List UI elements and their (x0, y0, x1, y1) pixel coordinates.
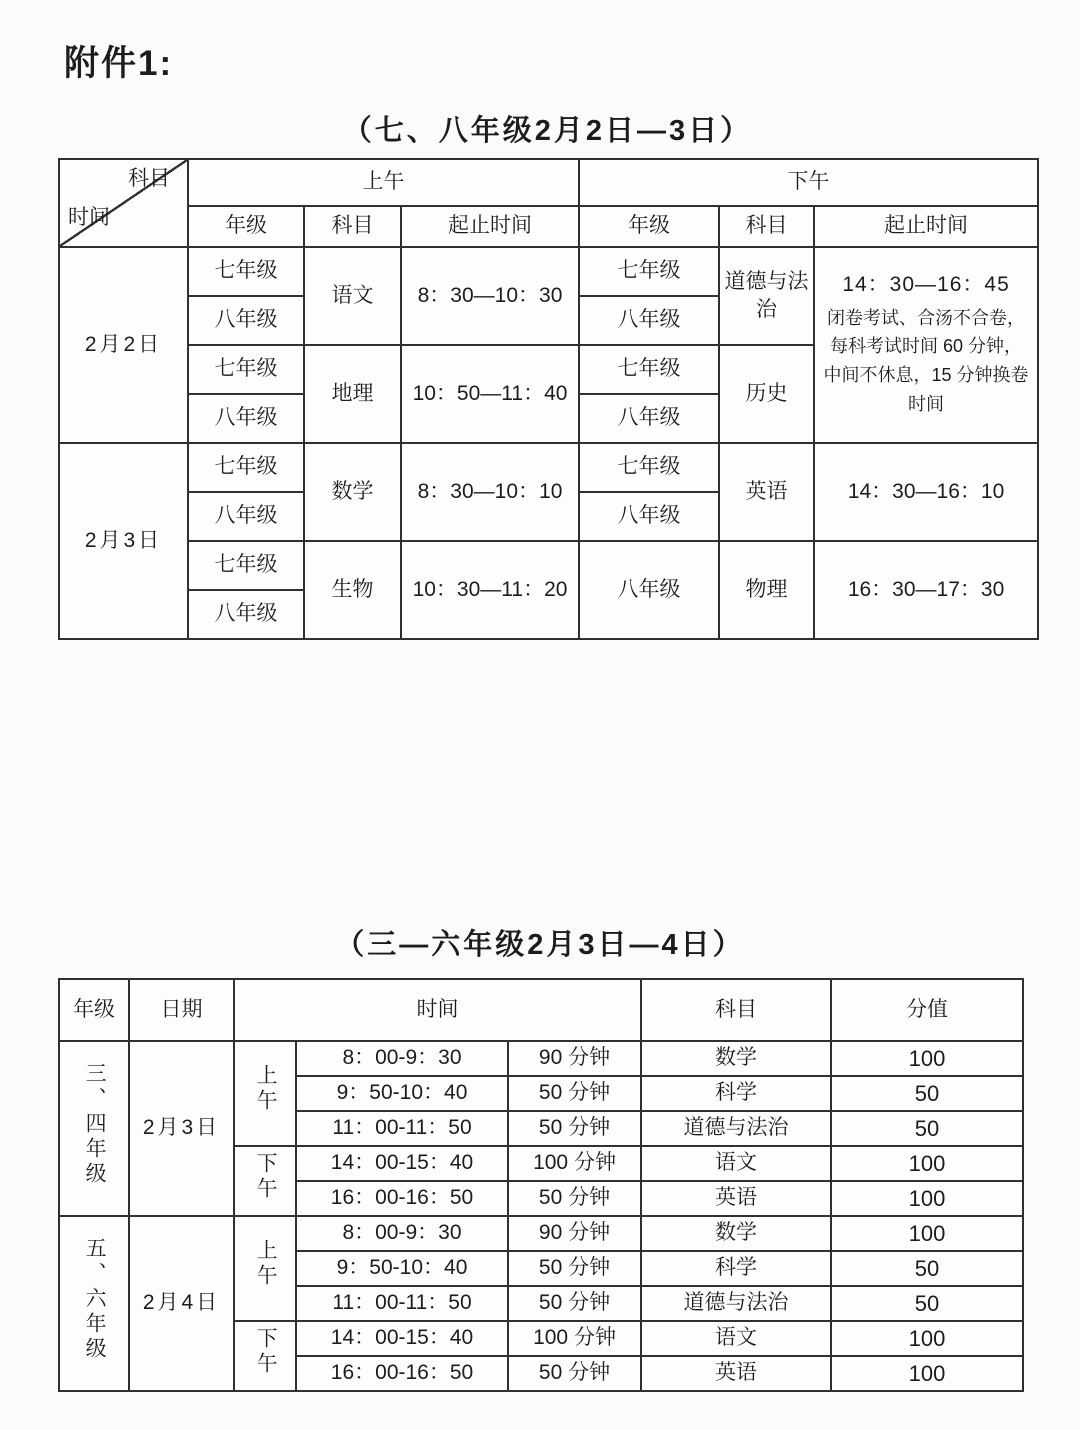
subject-cell: 语文 (641, 1146, 831, 1181)
grade-cell: 八年级 (579, 296, 719, 345)
grade-cell: 八年级 (188, 296, 304, 345)
corner-time-label: 时间 (68, 205, 110, 229)
duration-cell: 50 分钟 (508, 1181, 641, 1216)
date-feb3-cell: 2月3日 (59, 443, 188, 639)
time-cell: 14：00-15：40 (296, 1146, 508, 1181)
grade-5-6-label: 五、六年级 (83, 1236, 107, 1362)
time-chinese-cell: 8：30—10：30 (401, 247, 579, 345)
duration-cell: 90 分钟 (508, 1041, 641, 1076)
time-cell: 8：00-9：30 (296, 1041, 508, 1076)
duration-cell: 50 分钟 (508, 1286, 641, 1321)
grade-cell: 七年级 (579, 443, 719, 492)
grade-cell: 八年级 (188, 590, 304, 639)
score-cell: 100 (831, 1181, 1023, 1216)
grade-cell: 八年级 (579, 394, 719, 443)
subject-physics-cell: 物理 (719, 541, 814, 639)
time-physics-cell: 16：30—17：30 (814, 541, 1038, 639)
duration-cell: 50 分钟 (508, 1251, 641, 1286)
corner-subject-label: 科目 (128, 167, 170, 190)
subject-geography-cell: 地理 (304, 345, 401, 443)
subject-cell: 英语 (641, 1356, 831, 1391)
col-header-subject-am: 科目 (304, 206, 401, 247)
exam-table-grade3-6 (58, 978, 1024, 1392)
col-header-subject: 科目 (641, 979, 831, 1041)
col-header-timespan-pm: 起止时间 (814, 206, 1038, 247)
subject-cell: 科学 (641, 1251, 831, 1286)
grade-3-4-cell (59, 1041, 129, 1216)
subject-cell: 数学 (641, 1216, 831, 1251)
time-cell: 11：00-11：50 (296, 1111, 508, 1146)
subject-biology-cell: 生物 (304, 541, 401, 639)
grade-cell: 七年级 (188, 345, 304, 394)
duration-cell: 50 分钟 (508, 1111, 641, 1146)
afternoon-note-cell (814, 247, 1038, 443)
session-pm-label: 下午 (254, 1151, 278, 1202)
duration-cell: 90 分钟 (508, 1216, 641, 1251)
grade-cell: 七年级 (188, 443, 304, 492)
score-cell: 50 (831, 1286, 1023, 1321)
score-cell: 100 (831, 1321, 1023, 1356)
session-am-cell (234, 1041, 296, 1146)
subject-cell: 道德与法治 (641, 1286, 831, 1321)
date-feb4-cell: 2月4日 (129, 1216, 234, 1391)
score-cell: 100 (831, 1356, 1023, 1391)
subject-chinese-cell: 语文 (304, 247, 401, 345)
table2-title: （三—六年级2月3日—4日） (335, 929, 745, 961)
grade-cell: 八年级 (188, 492, 304, 541)
col-header-date: 日期 (129, 979, 234, 1041)
time-biology-cell: 10：30—11：20 (401, 541, 579, 639)
col-header-grade-am: 年级 (188, 206, 304, 247)
morning-header: 上午 (188, 159, 579, 206)
time-cell: 11：00-11：50 (296, 1286, 508, 1321)
col-header-grade-pm: 年级 (579, 206, 719, 247)
session-pm-cell (234, 1146, 296, 1216)
grade-5-6-cell (59, 1216, 129, 1391)
time-cell: 9：50-10：40 (296, 1251, 508, 1286)
grade-cell: 七年级 (579, 345, 719, 394)
grade-cell: 八年级 (579, 541, 719, 639)
score-cell: 50 (831, 1111, 1023, 1146)
grade-cell: 八年级 (188, 394, 304, 443)
time-cell: 8：00-9：30 (296, 1216, 508, 1251)
subject-english-cell: 英语 (719, 443, 814, 541)
time-geography-cell: 10：50—11：40 (401, 345, 579, 443)
score-cell: 100 (831, 1146, 1023, 1181)
grade-cell: 八年级 (579, 492, 719, 541)
score-cell: 50 (831, 1076, 1023, 1111)
attachment-label: 附件1: (64, 44, 174, 83)
col-header-score: 分值 (831, 979, 1023, 1041)
session-am-label: 上午 (254, 1239, 278, 1290)
subject-cell: 科学 (641, 1076, 831, 1111)
note-time: 14：30—16：45 (842, 273, 1010, 297)
grade-cell: 七年级 (188, 247, 304, 296)
time-english-cell: 14：30—16：10 (814, 443, 1038, 541)
date-feb3-cell: 2月3日 (129, 1041, 234, 1216)
duration-cell: 50 分钟 (508, 1076, 641, 1111)
corner-cell (59, 159, 188, 247)
score-cell: 50 (831, 1251, 1023, 1286)
duration-cell: 100 分钟 (508, 1321, 641, 1356)
col-header-time: 时间 (234, 979, 641, 1041)
time-cell: 16：00-16：50 (296, 1356, 508, 1391)
subject-cell: 语文 (641, 1321, 831, 1356)
table1-title: （七、八年级2月2日—3日） (342, 115, 753, 147)
subject-history-cell: 历史 (719, 345, 814, 443)
duration-cell: 50 分钟 (508, 1356, 641, 1391)
grade-cell: 七年级 (188, 541, 304, 590)
col-header-timespan-am: 起止时间 (401, 206, 579, 247)
date-feb2-cell: 2月2日 (59, 247, 188, 443)
note-text: 闭卷考试、合汤不合卷，每科考试时间 60 分钟，中间不休息，15 分钟换卷时间 (823, 307, 1029, 414)
subject-morality-cell: 道德与法治 (719, 247, 814, 345)
afternoon-header: 下午 (579, 159, 1038, 206)
time-cell: 14：00-15：40 (296, 1321, 508, 1356)
time-cell: 9：50-10：40 (296, 1076, 508, 1111)
session-am-cell (234, 1216, 296, 1321)
session-am-label: 上午 (254, 1064, 278, 1115)
subject-cell: 数学 (641, 1041, 831, 1076)
exam-table-grade7-8 (58, 158, 1039, 640)
session-pm-cell (234, 1321, 296, 1391)
score-cell: 100 (831, 1041, 1023, 1076)
grade-3-4-label: 三、四年级 (83, 1061, 107, 1187)
subject-cell: 道德与法治 (641, 1111, 831, 1146)
col-header-grade: 年级 (59, 979, 129, 1041)
score-cell: 100 (831, 1216, 1023, 1251)
subject-math-cell: 数学 (304, 443, 401, 541)
grade-cell: 七年级 (579, 247, 719, 296)
subject-cell: 英语 (641, 1181, 831, 1216)
time-math-cell: 8：30—10：10 (401, 443, 579, 541)
time-cell: 16：00-16：50 (296, 1181, 508, 1216)
session-pm-label: 下午 (254, 1326, 278, 1377)
col-header-subject-pm: 科目 (719, 206, 814, 247)
duration-cell: 100 分钟 (508, 1146, 641, 1181)
